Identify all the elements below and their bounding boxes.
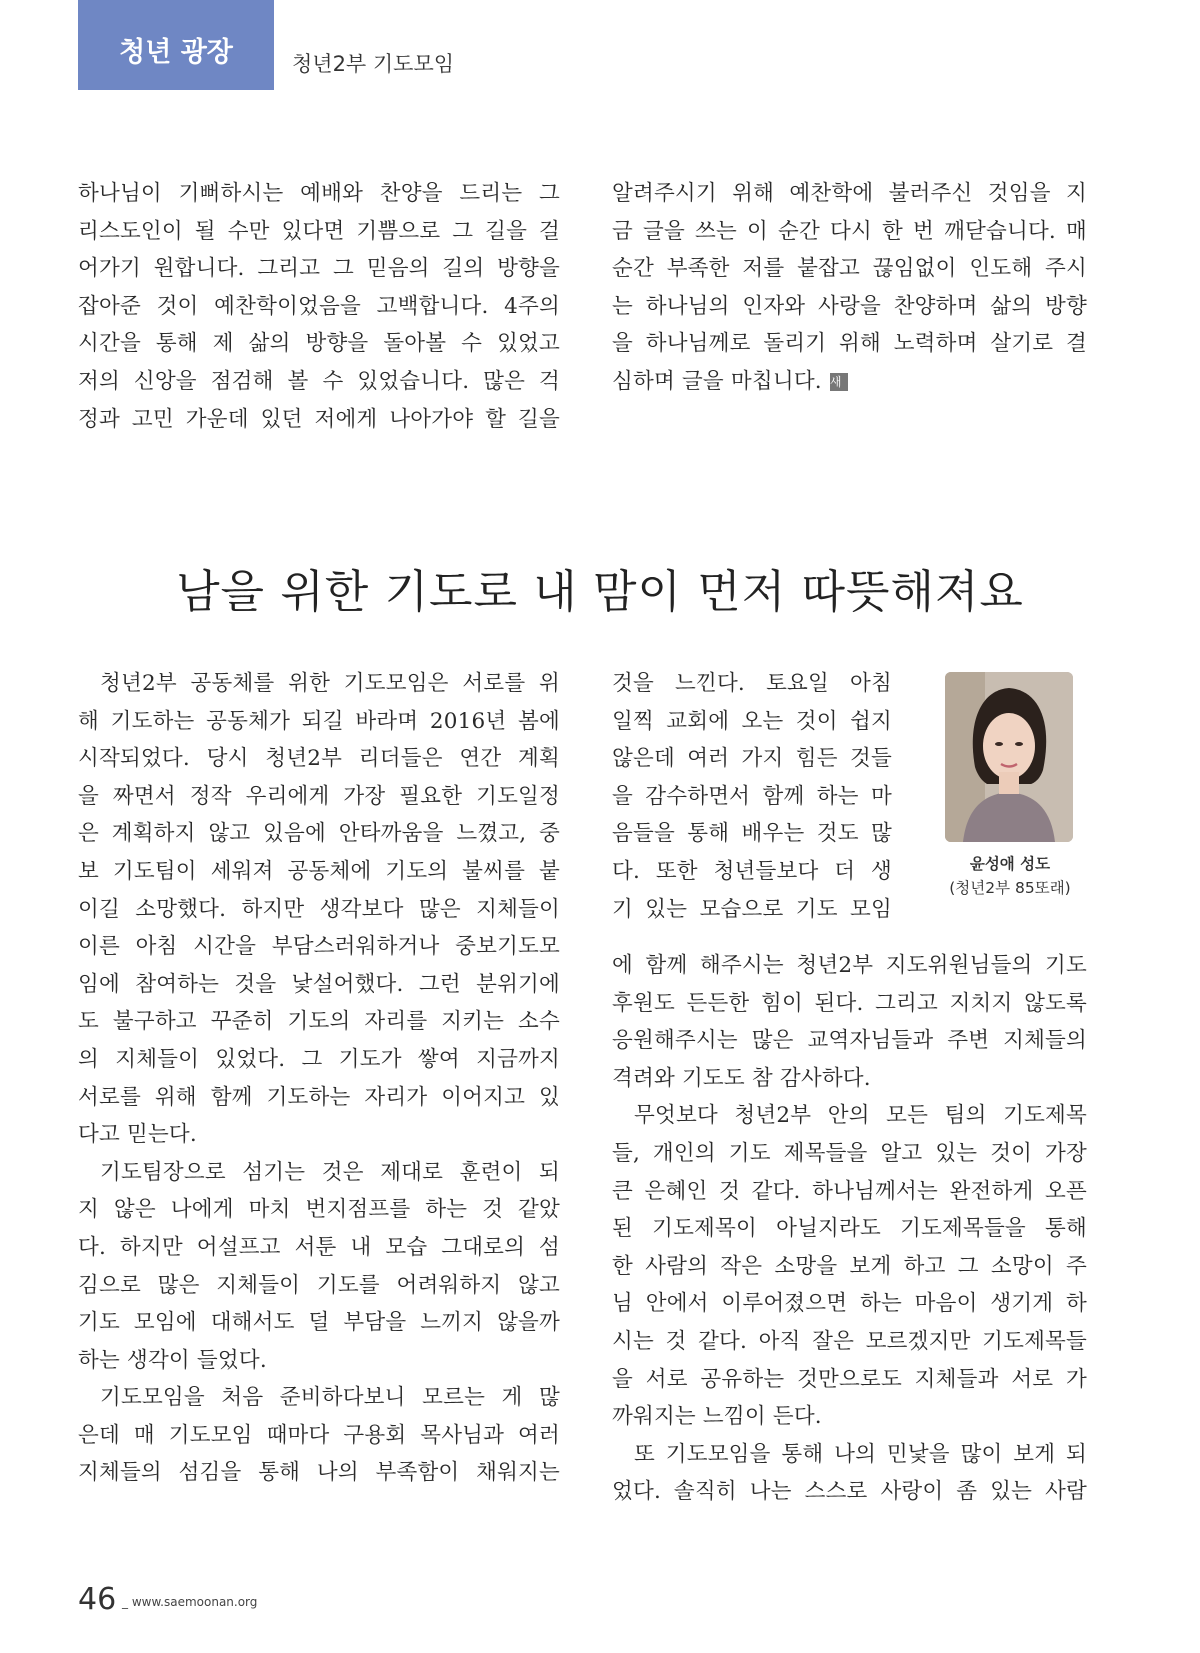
text-line: 이길 소망했다. 하지만 생각보다 많은 지체들이	[78, 896, 560, 922]
body-right-narrow-column	[612, 665, 892, 928]
text-line: 격려와 기도도 참 감사하다.	[612, 1065, 871, 1091]
text-line: 을 하나님께로 돌리기 위해 노력하며 살기로 결	[612, 331, 1087, 357]
page-number: 46	[78, 1582, 117, 1617]
text-line-content: 심하며 글을 마칩니다.	[612, 368, 822, 394]
text-line: 의 지체들이 있었다. 그 기도가 쌓여 지금까지	[78, 1046, 560, 1072]
text-line: 임에 참여하는 것을 낯설어했다. 그런 분위기에	[78, 971, 560, 997]
text-line: 하는 생각이 들었다.	[78, 1347, 267, 1373]
text-line: 또 기도모임을 통해 나의 민낯을 많이 보게 되	[634, 1441, 1087, 1467]
text-line: 도 불구하고 꾸준히 기도의 자리를 지키는 소수	[78, 1009, 560, 1035]
top-right-column	[612, 175, 1087, 401]
text-line: 까워지는 느낌이 든다.	[612, 1404, 822, 1430]
body-right-column	[612, 947, 1087, 1511]
text-line: 응원해주시는 많은 교역자님들과 주변 지체들의	[612, 1028, 1087, 1054]
text-line: 시는 것 같다. 아직 잘은 모르겠지만 기도제목들	[612, 1328, 1087, 1354]
text-line: 순간 부족한 저를 붙잡고 끊임없이 인도해 주시	[612, 256, 1087, 282]
text-line: 이른 아침 시간을 부담스러워하거나 중보기도모	[78, 934, 560, 960]
text-line: 을 감수하면서 함께 하는 마	[612, 783, 892, 809]
text-line: 것을 느낀다. 토요일 아침	[612, 671, 892, 696]
text-line: 한 사람의 작은 소망을 보게 하고 그 소망이 주	[612, 1253, 1087, 1279]
text-line: 시간을 통해 제 삶의 방향을 돌아볼 수 있었고	[78, 331, 560, 357]
text-line: 기도 모임에 대해서도 덜 부담을 느끼지 않을까	[78, 1310, 560, 1336]
text-line: 김으로 많은 지체들이 기도를 어려워하지 않고	[78, 1272, 560, 1298]
text-line: 은 계획하지 않고 있음에 안타까움을 느꼈고, 중	[78, 821, 560, 847]
text-line: 금 글을 쓰는 이 순간 다시 한 번 깨닫습니다. 매	[612, 218, 1087, 244]
text-line: 일찍 교회에 오는 것이 쉽지	[612, 708, 892, 734]
text-line: 다. 또한 청년들보다 더 생	[612, 858, 892, 884]
text-line: 하나님이 기뻐하시는 예배와 찬양을 드리는 그	[78, 181, 560, 206]
author-photo	[945, 672, 1073, 842]
text-line: 다고 믿는다.	[78, 1122, 197, 1148]
text-line: 않은데 여러 가지 힘든 것들	[612, 746, 892, 772]
text-line: 은데 매 기도모임 때마다 구용회 목사님과 여러	[78, 1422, 560, 1448]
top-left-column	[78, 175, 560, 438]
text-line: 에 함께 해주시는 청년2부 지도위원님들의 기도	[612, 953, 1087, 978]
text-line: 님 안에서 이루어졌으면 하는 마음이 생기게 하	[612, 1291, 1087, 1317]
text-line: 저의 신앙을 점검해 볼 수 있었습니다. 많은 걱	[78, 368, 560, 394]
author-name: 윤성애 성도	[969, 855, 1051, 873]
subsection-title: 청년2부 기도모임	[292, 52, 455, 76]
section-tab: 청년 광장	[78, 0, 274, 90]
text-line: 청년2부 공동체를 위한 기도모임은 서로를 위	[100, 671, 560, 696]
text-line: 기도모임을 처음 준비하다보니 모르는 게 많	[100, 1385, 560, 1411]
text-line: 알려주시기 위해 예찬학에 불러주신 것임을 지	[612, 181, 1087, 206]
text-line: 무엇보다 청년2부 안의 모든 팀의 기도제목	[634, 1103, 1087, 1129]
portrait-image	[945, 672, 1073, 842]
text-line: 지 않은 나에게 마치 번지점프를 하는 것 같았	[78, 1197, 560, 1223]
website-url: _ www.saemoonan.org	[122, 1595, 258, 1609]
text-line: 후원도 든든한 힘이 된다. 그리고 지치지 않도록	[612, 990, 1087, 1016]
text-line: 을 서로 공유하는 것만으로도 지체들과 서로 가	[612, 1366, 1087, 1392]
text-line: 는 하나님의 인자와 사랑을 찬양하며 삶의 방향	[612, 293, 1087, 319]
text-line: 다. 하지만 어설프고 서툰 내 모습 그대로의 섬	[78, 1234, 560, 1260]
body-left-column	[78, 665, 560, 1492]
text-line: 었다. 솔직히 나는 스스로 사랑이 좀 있는 사람	[612, 1479, 1087, 1505]
text-line: 된 기도제목이 아닐지라도 기도제목들을 통해	[612, 1216, 1087, 1242]
text-line	[612, 363, 1087, 401]
photo-caption	[930, 852, 1090, 900]
author-detail: (청년2부 85또래)	[949, 879, 1071, 897]
text-line: 기도팀장으로 섬기는 것은 제대로 훈련이 되	[100, 1159, 560, 1185]
text-line: 음들을 통해 배우는 것도 많	[612, 821, 892, 847]
text-line: 지체들의 섬김을 통해 나의 부족함이 채워지는	[78, 1460, 560, 1486]
text-line: 시작되었다. 당시 청년2부 리더들은 연간 계획	[78, 746, 560, 772]
text-line: 리스도인이 될 수만 있다면 기쁨으로 그 길을 걸	[78, 218, 560, 244]
text-line: 정과 고민 가운데 있던 저에게 나아가야 할 길을	[78, 406, 560, 432]
text-line: 해 기도하는 공동체가 되길 바라며 2016년 봄에	[78, 708, 560, 734]
article-headline: 남을 위한 기도로 내 맘이 먼저 따뜻해져요	[176, 565, 1024, 618]
text-line: 기 있는 모습으로 기도 모임	[612, 896, 892, 922]
text-line: 들, 개인의 기도 제목들을 알고 있는 것이 가장	[612, 1140, 1087, 1166]
text-line: 잡아준 것이 예찬학이었음을 고백합니다. 4주의	[78, 293, 560, 319]
text-line: 큰 은혜인 것 같다. 하나님께서는 완전하게 오픈	[612, 1178, 1087, 1204]
text-line: 서로를 위해 함께 기도하는 자리가 이어지고 있	[78, 1084, 560, 1110]
text-line: 어가기 원합니다. 그리고 그 믿음의 길의 방향을	[78, 256, 560, 282]
text-line: 보 기도팀이 세워져 공동체에 기도의 불씨를 붙	[78, 858, 560, 884]
text-line: 을 짜면서 정작 우리에게 가장 필요한 기도일정	[78, 783, 560, 809]
end-mark-icon: 새	[830, 373, 848, 391]
